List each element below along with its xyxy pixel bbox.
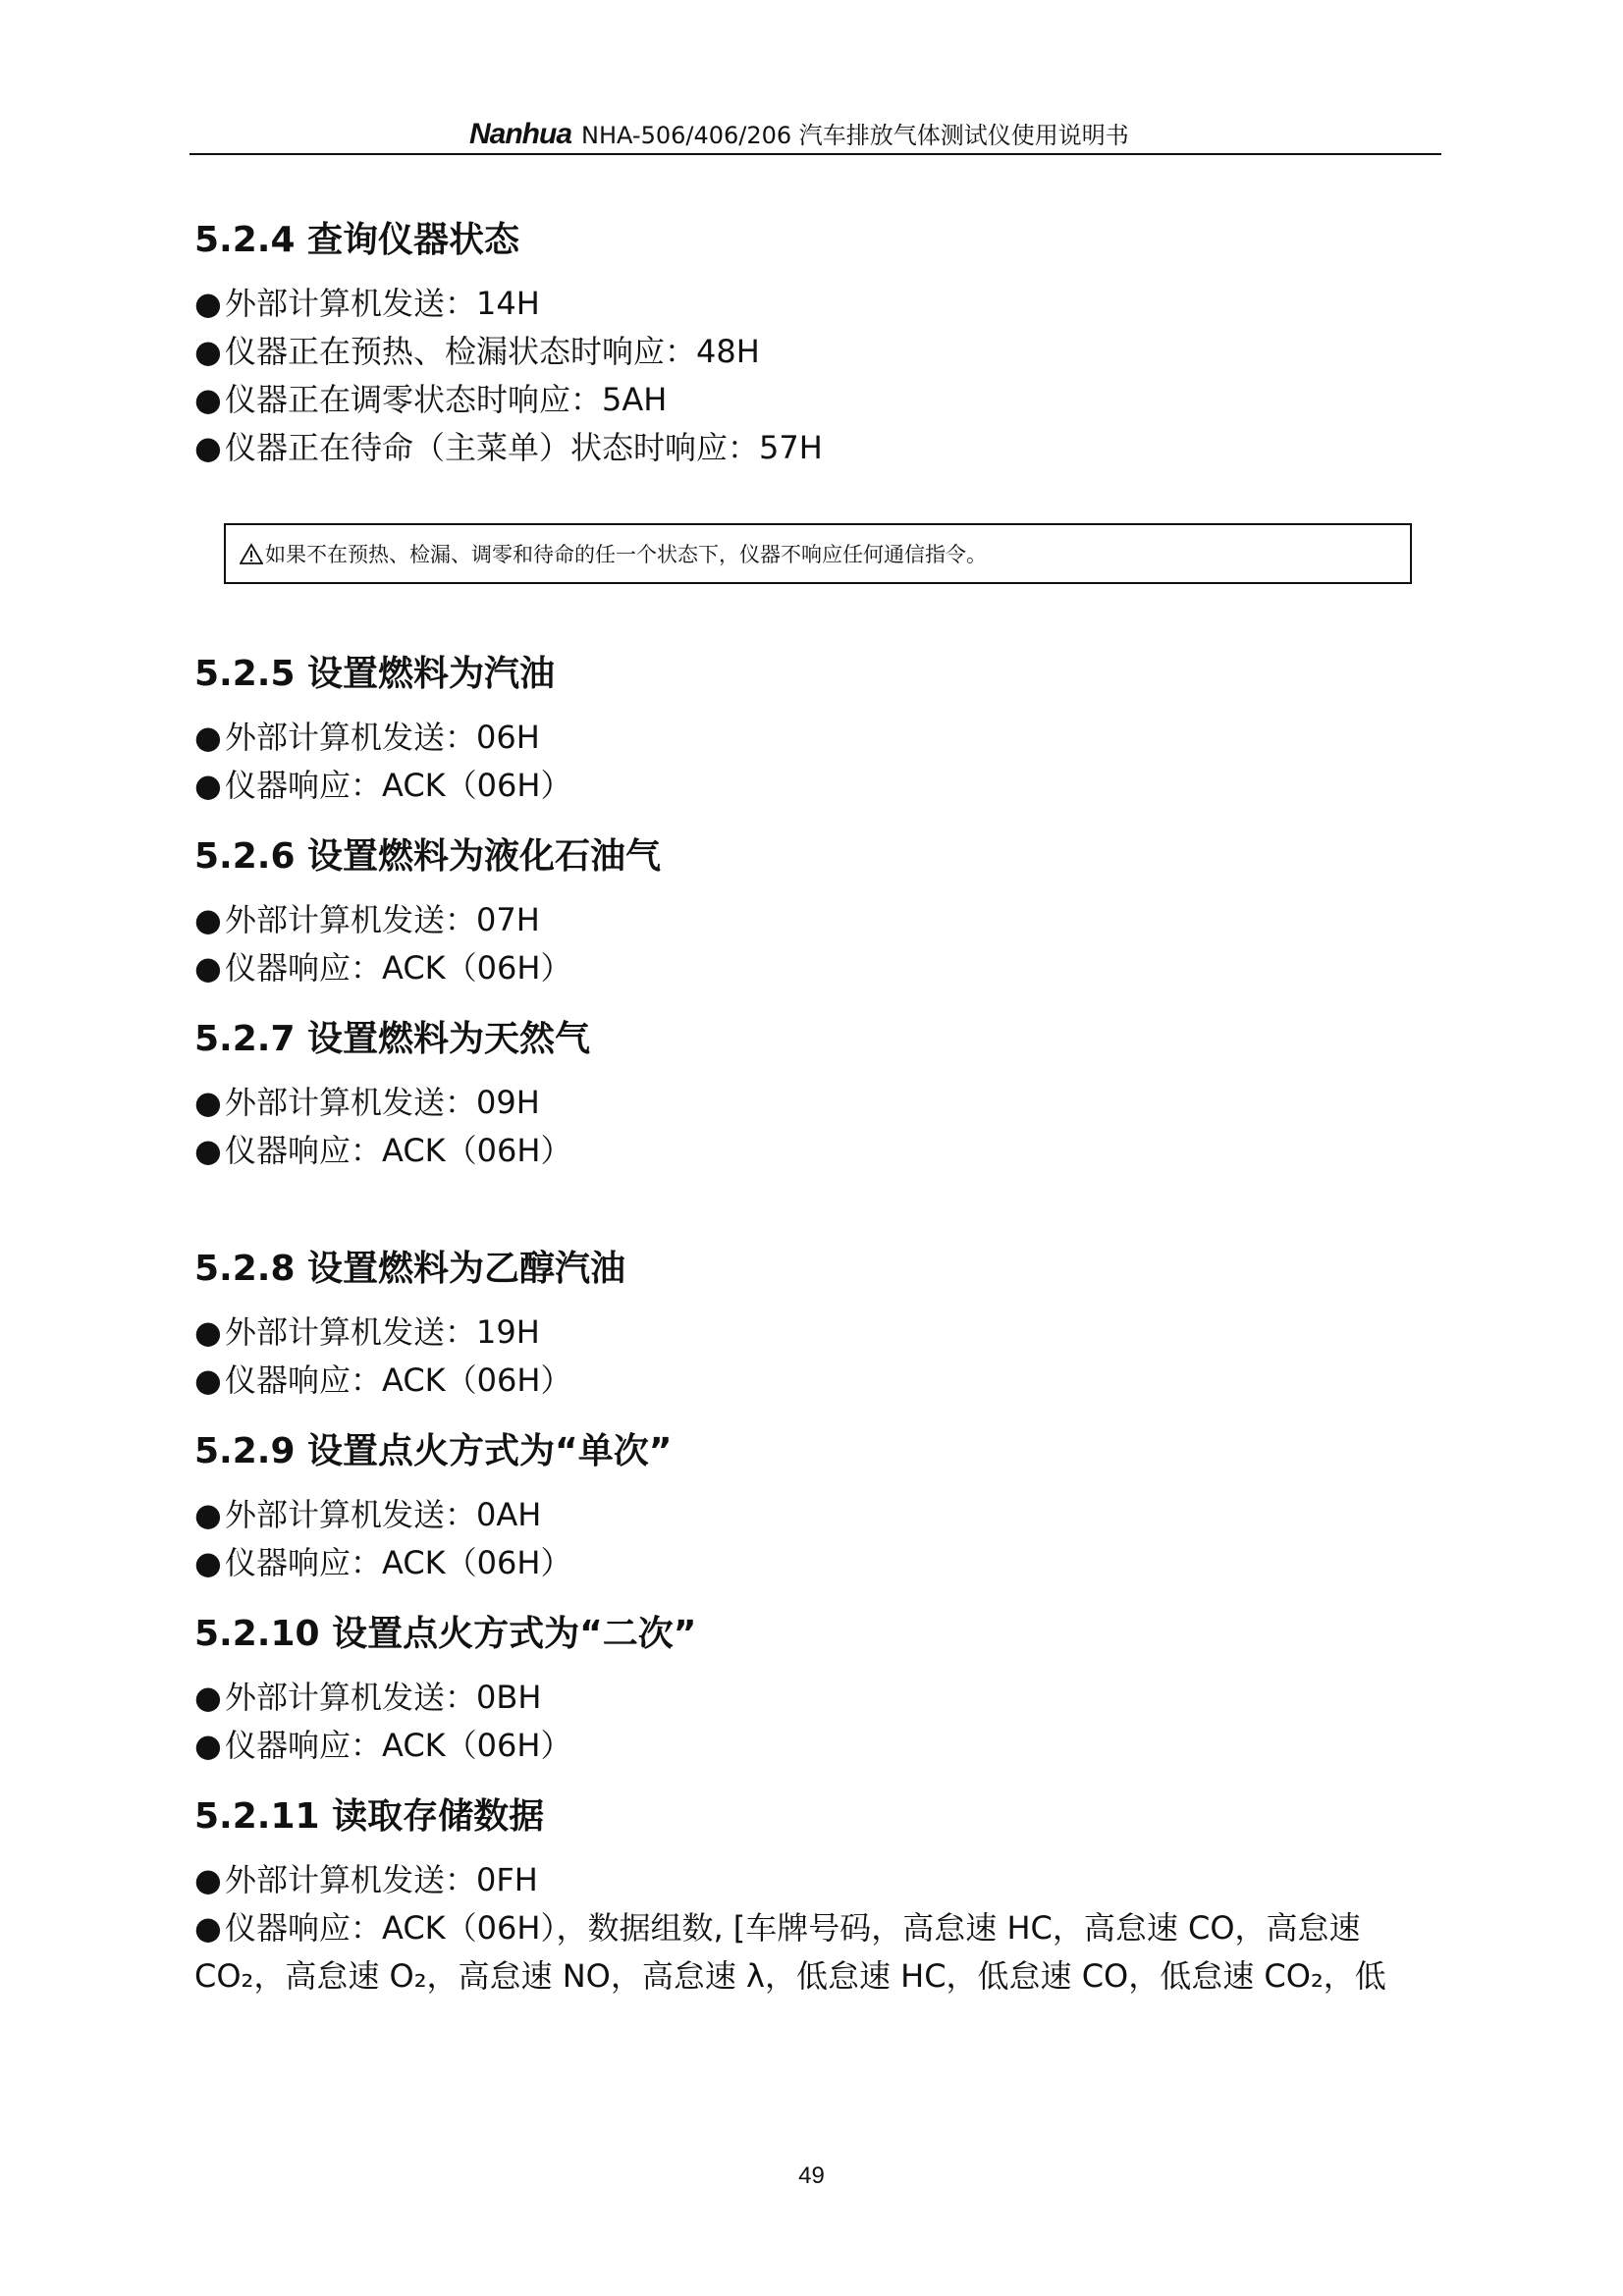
section-title-5-2-5: 5.2.5 设置燃料为汽油 xyxy=(194,654,556,694)
bullet-dot: ● xyxy=(194,1727,222,1764)
bullet-dot: ● xyxy=(194,381,222,418)
bullet-dot: ● xyxy=(194,1496,222,1533)
bullet-dot: ● xyxy=(194,1084,222,1121)
bullet-dot: ● xyxy=(194,1861,222,1898)
bullet-item: ●外部计算机发送：19H xyxy=(194,1308,1441,1357)
response-paragraph-line-2: CO₂，高怠速 O₂，高怠速 NO，高怠速 λ，低怠速 HC，低怠速 CO，低怠速 CO₂，低 xyxy=(194,1957,1386,1995)
section-title-5-2-11: 5.2.11 读取存储数据 xyxy=(194,1796,545,1837)
bullet-item: ●外部计算机发送：06H xyxy=(194,714,1441,762)
bullet-dot: ● xyxy=(194,1362,222,1399)
bullet-item: ●外部计算机发送：07H xyxy=(194,896,1441,944)
bullet-dot: ● xyxy=(194,1544,222,1581)
bullet-item: ●仪器响应：ACK（06H） xyxy=(194,1539,1441,1587)
bullet-dot: ● xyxy=(194,1313,222,1351)
bullet-item: ●外部计算机发送：09H xyxy=(194,1079,1441,1127)
bullet-dot: ● xyxy=(194,719,222,756)
bullet-item: ●仪器响应：ACK（06H） xyxy=(194,1357,1441,1405)
section-title-5-2-6: 5.2.6 设置燃料为液化石油气 xyxy=(194,836,662,877)
bullet-dot: ● xyxy=(194,767,222,804)
bullet-dot: ● xyxy=(194,1132,222,1169)
warning-note-box xyxy=(224,523,1412,584)
bullet-item: ●仪器响应：ACK（06H） xyxy=(194,1127,1441,1175)
bullet-item: ●仪器正在预热、检漏状态时响应：48H xyxy=(194,328,1441,376)
bullet-item: ●仪器正在待命（主菜单）状态时响应：57H xyxy=(194,424,1441,472)
response-paragraph-line-1: ●仪器响应：ACK（06H），数据组数, [车牌号码，高怠速 HC，高怠速 CO，高怠速 xyxy=(194,1904,1441,1952)
bullet-item: ●外部计算机发送：0FH xyxy=(194,1856,1441,1904)
bullet-dot: ● xyxy=(194,949,222,987)
nanhua-logo: Nanhua xyxy=(469,118,572,150)
bullet-dot: ● xyxy=(194,333,222,370)
bullet-item: ●外部计算机发送：14H xyxy=(194,280,1441,328)
bullet-item: ●仪器响应：ACK（06H） xyxy=(194,1722,1441,1770)
bullet-item: ●仪器响应：ACK（06H） xyxy=(194,762,1441,810)
bullet-dot: ● xyxy=(194,901,222,938)
section-title-5-2-4: 5.2.4 查询仪器状态 xyxy=(194,220,520,260)
section-title-5-2-8: 5.2.8 设置燃料为乙醇汽油 xyxy=(194,1249,626,1289)
page-number: 49 xyxy=(798,2163,825,2189)
bullet-dot: ● xyxy=(194,429,222,466)
warning-note-text: 如果不在预热、检漏、调零和待命的任一个状态下，仪器不响应任何通信指令。 xyxy=(265,543,987,566)
section-title-5-2-10: 5.2.10 设置点火方式为“二次” xyxy=(194,1614,697,1654)
warning-triangle-icon xyxy=(240,543,263,564)
bullet-dot: ● xyxy=(194,285,222,322)
bullet-item: ●仪器响应：ACK（06H） xyxy=(194,944,1441,992)
section-title-5-2-9: 5.2.9 设置点火方式为“单次” xyxy=(194,1431,673,1471)
bullet-item: ●外部计算机发送：0AH xyxy=(194,1491,1441,1539)
bullet-dot: ● xyxy=(194,1679,222,1716)
bullet-item: ●外部计算机发送：0BH xyxy=(194,1674,1441,1722)
page-header xyxy=(189,110,1441,155)
section-title-5-2-7: 5.2.7 设置燃料为天然气 xyxy=(194,1019,591,1059)
header-title: NHA-506/406/206 汽车排放气体测试仪使用说明书 xyxy=(581,122,1129,149)
bullet-item: ●仪器正在调零状态时响应：5AH xyxy=(194,376,1441,424)
page-content xyxy=(194,211,1441,2001)
bullet-dot: ● xyxy=(194,1909,222,1947)
